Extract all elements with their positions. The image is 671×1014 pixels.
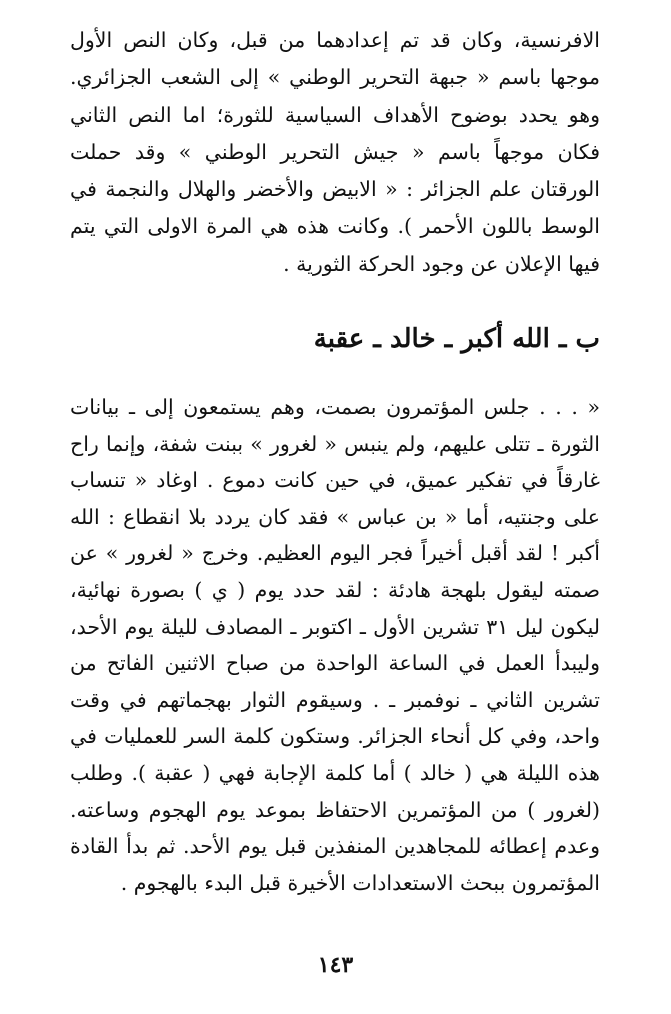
page-number: ١٤٣ bbox=[317, 952, 354, 978]
intro-paragraph: الافرنسية، وكان قد تم إعدادهما من قبل، وكان النص الأول موجها باسم « جبهة التحرير الوطني » إلى الشعب الجزائري. وهو يحدد بوضوح الأهداف السياسية للثورة؛ اما النص الثاني فكان موجهاً باسم « جيش التحرير الوطني » وقد حملت الورقتان علم الجزائر : « الابيض والأخضر والهلال والنجمة في الوسط باللون الأحمر ). وكانت هذه هي المرة الاولى التي يتم فيها الإعلان عن وجود الحركة الثورية . bbox=[70, 28, 600, 276]
quote-paragraph: « . . . جلس المؤتمرون بصمت، وهم يستمعون إلى ـ بيانات الثورة ـ تتلى عليهم، ولم ينبس « لغرور » ببنت شفة، وإنما راح غارقاً في تفكير عميق، في حين كانت دموع . اوغاد « تنساب على وجنتيه، أما « بن عباس » فقد كان يردد بلا انقطاع : الله أكبر ! لقد أقبل أخيراً فجر اليوم العظيم. وخرج « لغرور » عن صمته ليقول بلهجة هادئة : لقد حدد يوم ( ي ) بصورة نهائية، ليكون ليل ٣١ تشرين الأول ـ اكتوبر ـ المصادف لليلة يوم الأحد، وليبدأ العمل في الساعة الواحدة من صباح الاثنين الفاتح من تشرين الثاني ـ نوفمبر ـ . وسيقوم الثوار بهجماتهم في وقت واحد، وفي كل أنحاء الجزائر. وستكون كلمة السر للعمليات في هذه الليلة هي ( خالد ) أما كلمة الإجابة فهي ( عقبة ). وطلب (لغرور ) من المؤتمرين الاحتفاظ بموعد يوم الهجوم وساعته. وعدم إعطائه للمجاهدين المنفذين قبل يوم الأحد. ثم بدأ القادة المؤتمرون ببحث الاستعدادات الأخيرة قبل البدء بالهجوم . bbox=[70, 395, 601, 895]
page-body bbox=[70, 22, 600, 901]
section-heading: ب ـ الله أكبر ـ خالد ـ عقبة bbox=[313, 324, 600, 355]
